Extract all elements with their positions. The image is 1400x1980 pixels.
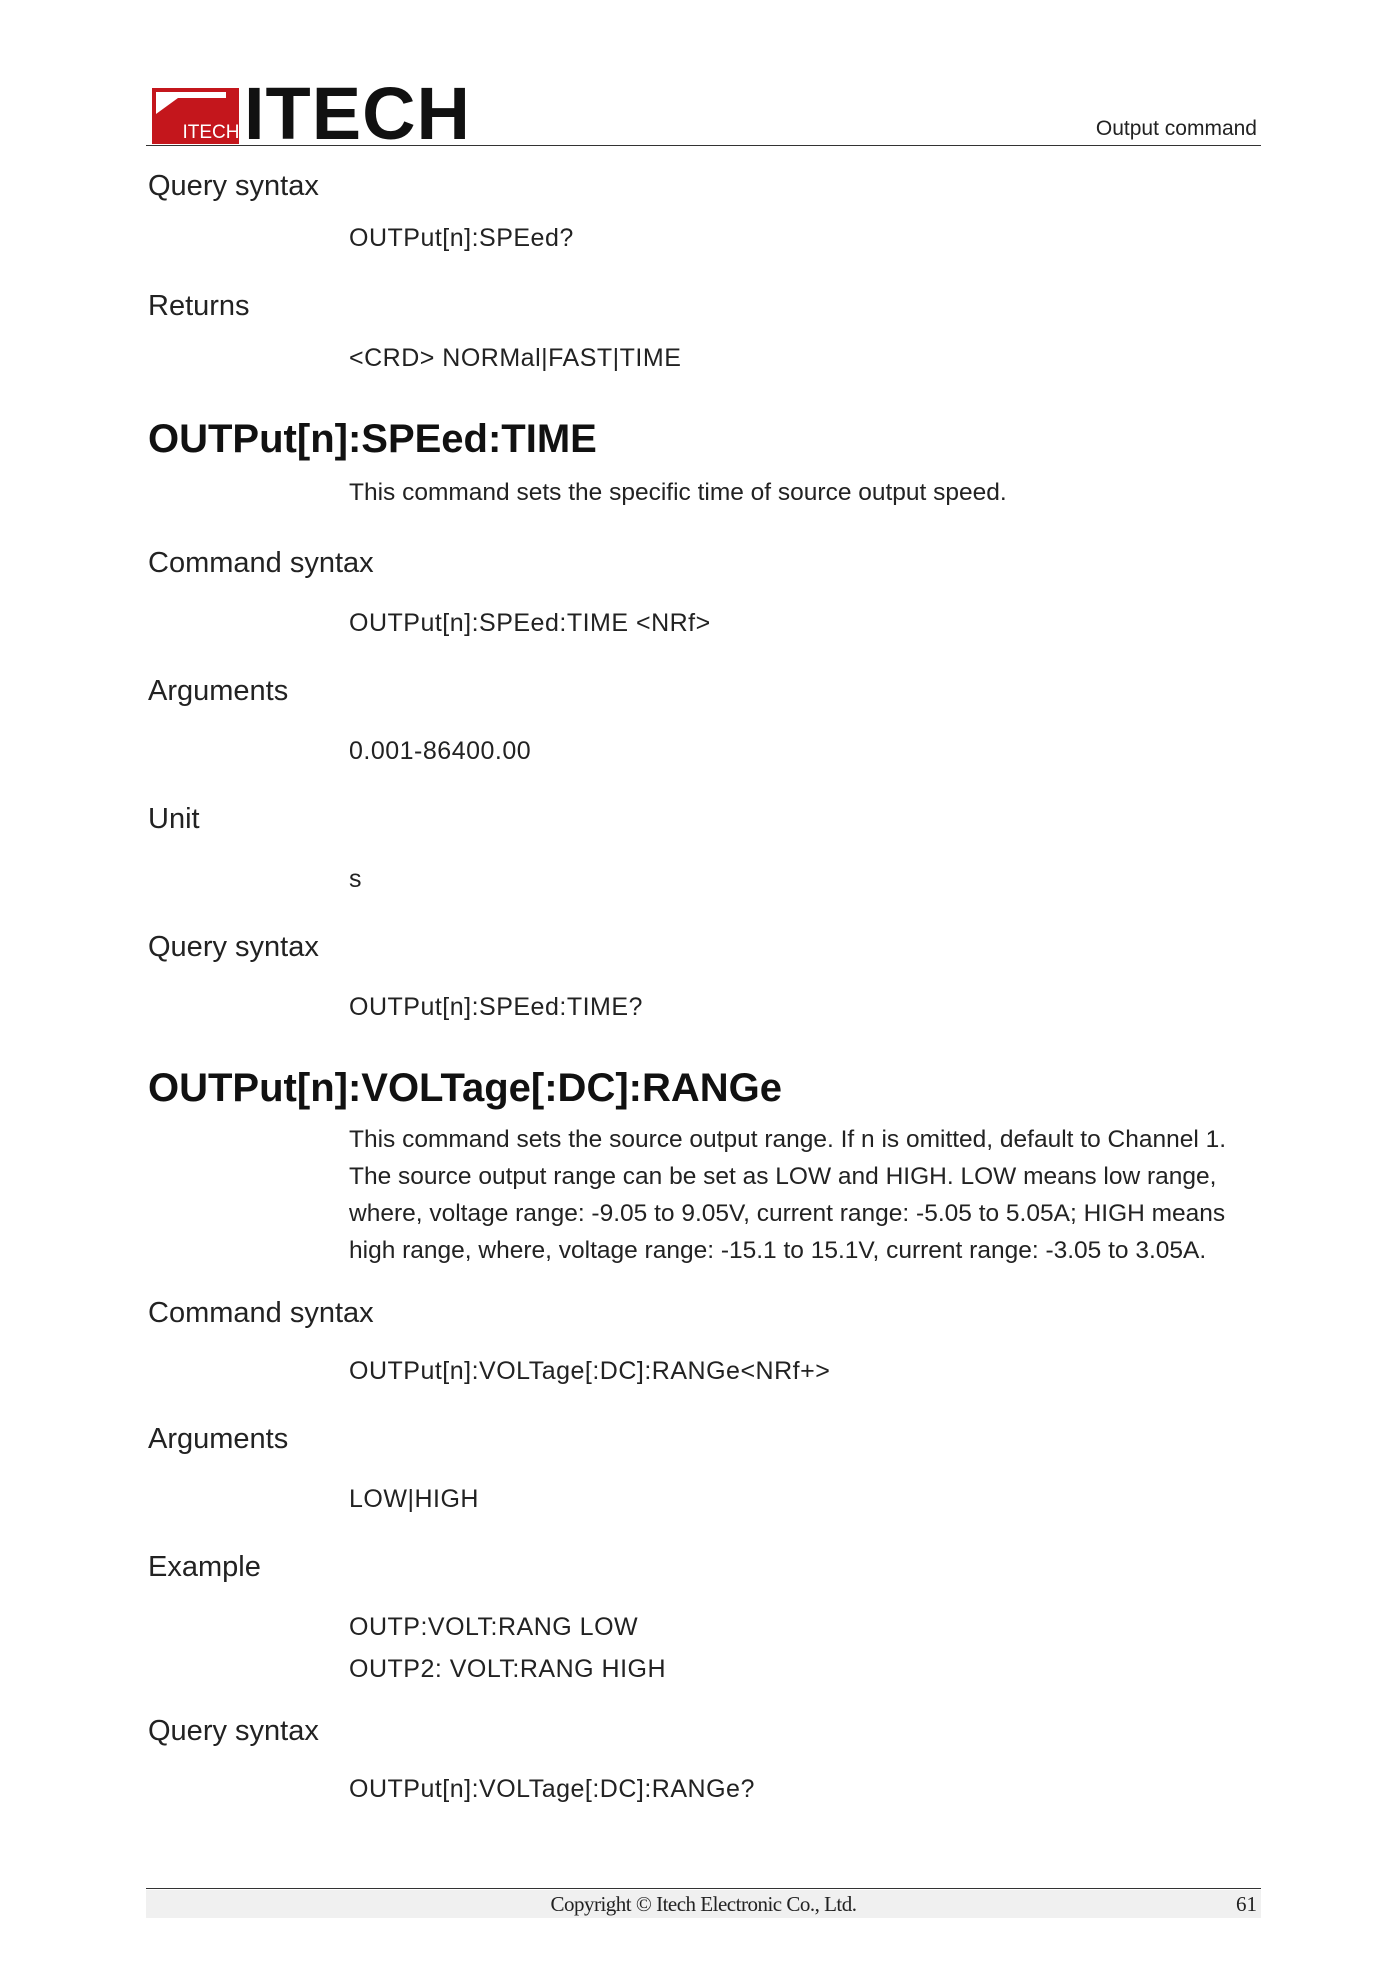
command-syntax-code: OUTPut[n]:SPEed:TIME <NRf> [349,609,711,637]
footer-divider [146,1888,1261,1889]
example-code-1: OUTP:VOLT:RANG LOW [349,1613,639,1641]
query-syntax-label: Query syntax [148,1715,319,1747]
unit-code: s [349,865,362,893]
unit-label: Unit [148,803,200,835]
page-footer [146,1888,1261,1920]
page-header [146,72,1261,155]
logo-wordmark: ITECH [244,72,471,155]
page-number: 61 [1236,1892,1257,1916]
arguments-code: LOW|HIGH [349,1485,479,1513]
itech-logo-mark-icon [152,88,239,144]
command-description: This command sets the specific time of source output speed. [349,479,1007,506]
query-syntax-code: OUTPut[n]:VOLTage[:DC]:RANGe? [349,1775,755,1803]
query-syntax-code: OUTPut[n]:SPEed? [349,224,574,252]
returns-label: Returns [148,290,250,322]
returns-code: <CRD> NORMal|FAST|TIME [349,344,682,372]
command-title: OUTPut[n]:VOLTage[:DC]:RANGe [148,1066,782,1110]
query-syntax-label: Query syntax [148,170,319,202]
itech-logo [152,72,471,155]
example-label: Example [148,1551,261,1583]
command-syntax-label: Command syntax [148,1297,374,1329]
header-divider [146,145,1261,146]
command-syntax-code: OUTPut[n]:VOLTage[:DC]:RANGe<NRf+> [349,1357,831,1385]
query-syntax-label: Query syntax [148,931,319,963]
arguments-label: Arguments [148,1423,289,1455]
copyright-text: Copyright © Itech Electronic Co., Ltd. [550,1892,857,1916]
example-code-2: OUTP2: VOLT:RANG HIGH [349,1655,667,1683]
command-title: OUTPut[n]:SPEed:TIME [148,417,597,461]
command-description: This command sets the source output range. If n is omitted, default to Channel 1. The source output range can be set as LOW and HIGH. LOW means low range, where, voltage range: -9.05 to 9.05V, current range: -5.05 to 5.05A; HIGH means high range, where, voltage range: -15.1 to 15.1V, current range: -3.05 to 3.05A. [349,1126,1227,1264]
page-content [148,160,1258,1807]
section-title: Output command [1095,117,1257,140]
command-syntax-label: Command syntax [148,547,374,579]
arguments-label: Arguments [148,675,289,707]
query-syntax-code: OUTPut[n]:SPEed:TIME? [349,993,643,1021]
arguments-code: 0.001-86400.00 [349,737,532,765]
svg-text:ITECH: ITECH [182,122,239,143]
